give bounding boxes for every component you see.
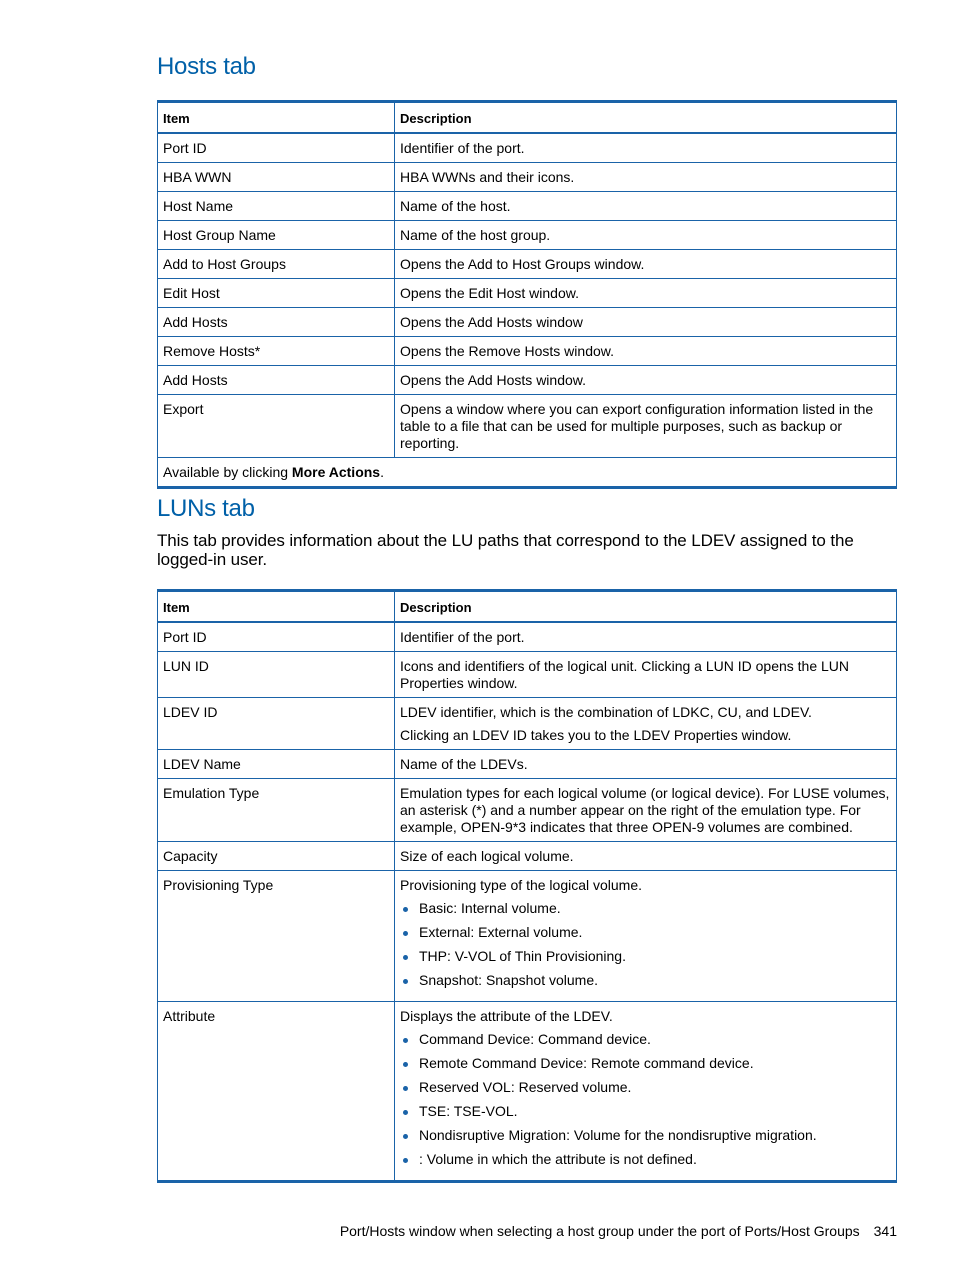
item-cell: Host Group Name	[158, 221, 395, 250]
column-header-item: Item	[158, 591, 395, 623]
item-cell: Port ID	[158, 133, 395, 163]
bullet-item: Snapshot: Snapshot volume.	[419, 972, 891, 989]
table-row	[158, 622, 897, 652]
bullet-list	[400, 900, 891, 989]
item-cell: HBA WWN	[158, 163, 395, 192]
table-row	[158, 221, 897, 250]
description-text: Icons and identifiers of the logical unit. Clicking a LUN ID opens the LUN Properties window.	[400, 658, 850, 691]
table-row	[158, 133, 897, 163]
note-prefix: Available by clicking	[163, 464, 292, 480]
note-more-actions: More Actions	[291, 464, 381, 480]
item-cell: Attribute	[158, 1002, 395, 1182]
item-cell: Export	[158, 395, 395, 458]
item-cell: LDEV Name	[158, 750, 395, 779]
bullet-list	[400, 1031, 891, 1168]
item-cell: Provisioning Type	[158, 871, 395, 1002]
hosts-tab-heading: Hosts tab	[157, 53, 256, 80]
table-row	[158, 750, 897, 779]
description-text: Emulation types for each logical volume (or logical device). For LUSE volumes, an asterisk (*) and a number appear on the right of the emulation type. For example, OPEN-9*3 indicates that three OPEN-9 volumes are combined.	[400, 785, 890, 835]
table-row	[158, 279, 897, 308]
description-text: Identifier of the port.	[400, 629, 525, 645]
item-cell: Capacity	[158, 842, 395, 871]
description-text: Displays the attribute of the LDEV.	[400, 1008, 613, 1024]
bullet-item: Reserved VOL: Reserved volume.	[419, 1079, 891, 1096]
description-cell: Opens a window where you can export configuration information listed in the table to a file that can be used for multiple purposes, such as backup or reporting.	[395, 395, 897, 458]
table-row	[158, 779, 897, 842]
footer-title: Port/Hosts window when selecting a host group under the port of Ports/Host Groups	[339, 1223, 860, 1239]
hosts-table-note	[158, 458, 897, 488]
table-row	[158, 652, 897, 698]
item-cell: Add Hosts	[158, 366, 395, 395]
item-cell: Edit Host	[158, 279, 395, 308]
table-row	[158, 842, 897, 871]
table-row	[158, 250, 897, 279]
note-suffix: .	[380, 464, 384, 480]
table-row	[158, 192, 897, 221]
description-cell: Opens the Add Hosts window	[395, 308, 897, 337]
luns-tab-heading: LUNs tab	[157, 495, 255, 522]
item-cell: Port ID	[158, 622, 395, 652]
description-cell	[395, 750, 897, 779]
bullet-item: Nondisruptive Migration: Volume for the nondisruptive migration.	[419, 1127, 891, 1144]
table-row	[158, 871, 897, 1002]
description-cell	[395, 698, 897, 750]
description-cell	[395, 871, 897, 1002]
description-cell	[395, 652, 897, 698]
table-row	[158, 366, 897, 395]
table-row	[158, 308, 897, 337]
page-number: 341	[873, 1223, 897, 1239]
table-row	[158, 1002, 897, 1182]
description-cell: Identifier of the port.	[395, 133, 897, 163]
description-text: LDEV identifier, which is the combination of LDKC, CU, and LDEV.	[400, 704, 812, 720]
item-cell: LDEV ID	[158, 698, 395, 750]
description-cell	[395, 1002, 897, 1182]
luns-table-body	[158, 622, 897, 1182]
description-cell: Name of the host group.	[395, 221, 897, 250]
hosts-table-body	[158, 133, 897, 458]
item-cell: Add to Host Groups	[158, 250, 395, 279]
bullet-item: TSE: TSE-VOL.	[419, 1103, 891, 1120]
item-cell: LUN ID	[158, 652, 395, 698]
table-header-row	[158, 102, 897, 134]
bullet-item: Basic: Internal volume.	[419, 900, 891, 917]
item-cell: Host Name	[158, 192, 395, 221]
description-cell: Opens the Remove Hosts window.	[395, 337, 897, 366]
item-cell: Remove Hosts*	[158, 337, 395, 366]
table-row	[158, 395, 897, 458]
description-cell	[395, 779, 897, 842]
item-cell: Add Hosts	[158, 308, 395, 337]
bullet-item: Remote Command Device: Remote command device.	[419, 1055, 891, 1072]
description-text: Clicking an LDEV ID takes you to the LDEV Properties window.	[400, 727, 792, 743]
page-footer	[157, 1223, 897, 1239]
description-cell: Opens the Edit Host window.	[395, 279, 897, 308]
column-header-description: Description	[395, 591, 897, 623]
description-cell	[395, 842, 897, 871]
description-cell	[395, 622, 897, 652]
column-header-description: Description	[395, 102, 897, 134]
table-header-row	[158, 591, 897, 623]
column-header-item: Item	[158, 102, 395, 134]
table-row	[158, 163, 897, 192]
item-cell: Emulation Type	[158, 779, 395, 842]
description-cell: Name of the host.	[395, 192, 897, 221]
bullet-item: : Volume in which the attribute is not defined.	[419, 1151, 891, 1168]
description-cell: Opens the Add Hosts window.	[395, 366, 897, 395]
bullet-item: Command Device: Command device.	[419, 1031, 891, 1048]
description-text: Name of the LDEVs.	[400, 756, 528, 772]
table-row	[158, 337, 897, 366]
table-row	[158, 698, 897, 750]
luns-table	[157, 589, 897, 1183]
description-text: Provisioning type of the logical volume.	[400, 877, 643, 893]
hosts-table-note-row	[158, 458, 897, 488]
bullet-item: THP: V-VOL of Thin Provisioning.	[419, 948, 891, 965]
description-cell: Opens the Add to Host Groups window.	[395, 250, 897, 279]
description-text: Size of each logical volume.	[400, 848, 574, 864]
hosts-table	[157, 100, 897, 489]
description-cell: HBA WWNs and their icons.	[395, 163, 897, 192]
bullet-item: External: External volume.	[419, 924, 891, 941]
luns-intro-paragraph: This tab provides information about the LU paths that correspond to the LDEV assigned to the logged-in user.	[157, 531, 854, 569]
